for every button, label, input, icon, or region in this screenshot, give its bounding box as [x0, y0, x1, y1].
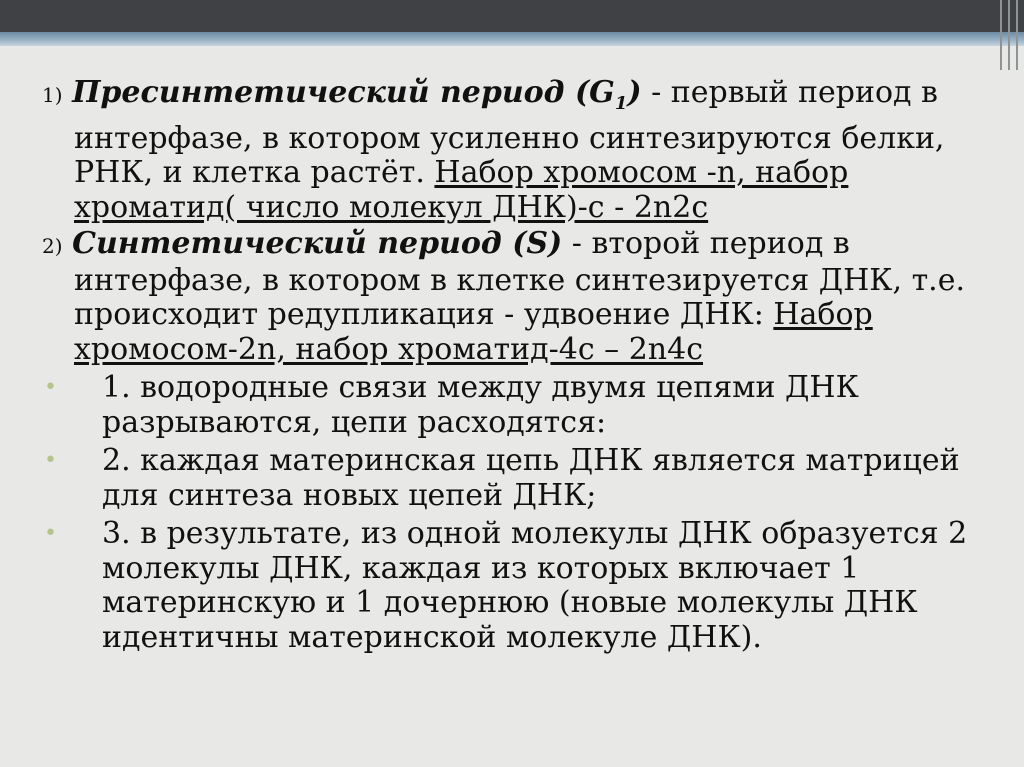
bullet-dot-icon: • — [44, 448, 57, 473]
paragraph-synthetic — [42, 227, 977, 367]
chromosome-set-text: Набор хромосом -n, набор хроматид( число молекул ДНК)-с - 2n2c — [74, 155, 849, 225]
list-item — [42, 371, 977, 440]
bullet-dot-icon: • — [44, 375, 57, 400]
paragraph-presynthetic — [42, 76, 977, 225]
chromosome-set-text: Набор хромосом-2n, набор хроматид-4c – 2n4c — [74, 297, 873, 367]
paragraph-text: - второй период в интерфазе, в котором в клетке синтезируется ДНК, т.е. происходит редупликация - удвоение ДНК: — [74, 226, 965, 332]
term-end: ) — [627, 75, 642, 110]
term-presynthetic — [72, 75, 642, 114]
item-number: 2) — [42, 234, 63, 258]
slide-top-stripe — [0, 32, 1024, 46]
item-number: 1) — [42, 83, 63, 107]
term-synthetic: Синтетический период (S) — [72, 226, 563, 261]
slide-top-bar — [0, 0, 1024, 32]
bullet-dot-icon: • — [44, 521, 57, 546]
list-item-text: 3. в результате, из одной молекулы ДНК образуется 2 молекулы ДНК, каждая из которых включает 1 материнскую и 1 дочернюю (новые молекулы ДНК идентичны материнской молекуле ДНК). — [102, 516, 968, 655]
slide-content — [42, 76, 977, 659]
list-item-text: 2. каждая материнская цепь ДНК является матрицей для синтеза новых цепей ДНК; — [102, 443, 960, 513]
term-text: Пресинтетический период (G — [72, 75, 615, 110]
term-subscript: 1 — [614, 93, 628, 114]
list-item-text: 1. водородные связи между двумя цепями ДНК разрываются, цепи расходятся: — [102, 370, 859, 440]
list-item — [42, 517, 977, 655]
slide-decor-lines — [996, 0, 1024, 70]
list-item — [42, 444, 977, 513]
bullet-list — [42, 371, 977, 655]
paragraph-text: - первый период в интерфазе, в котором усиленно синтезируются белки, РНК, и клетка растёт. — [74, 75, 945, 190]
